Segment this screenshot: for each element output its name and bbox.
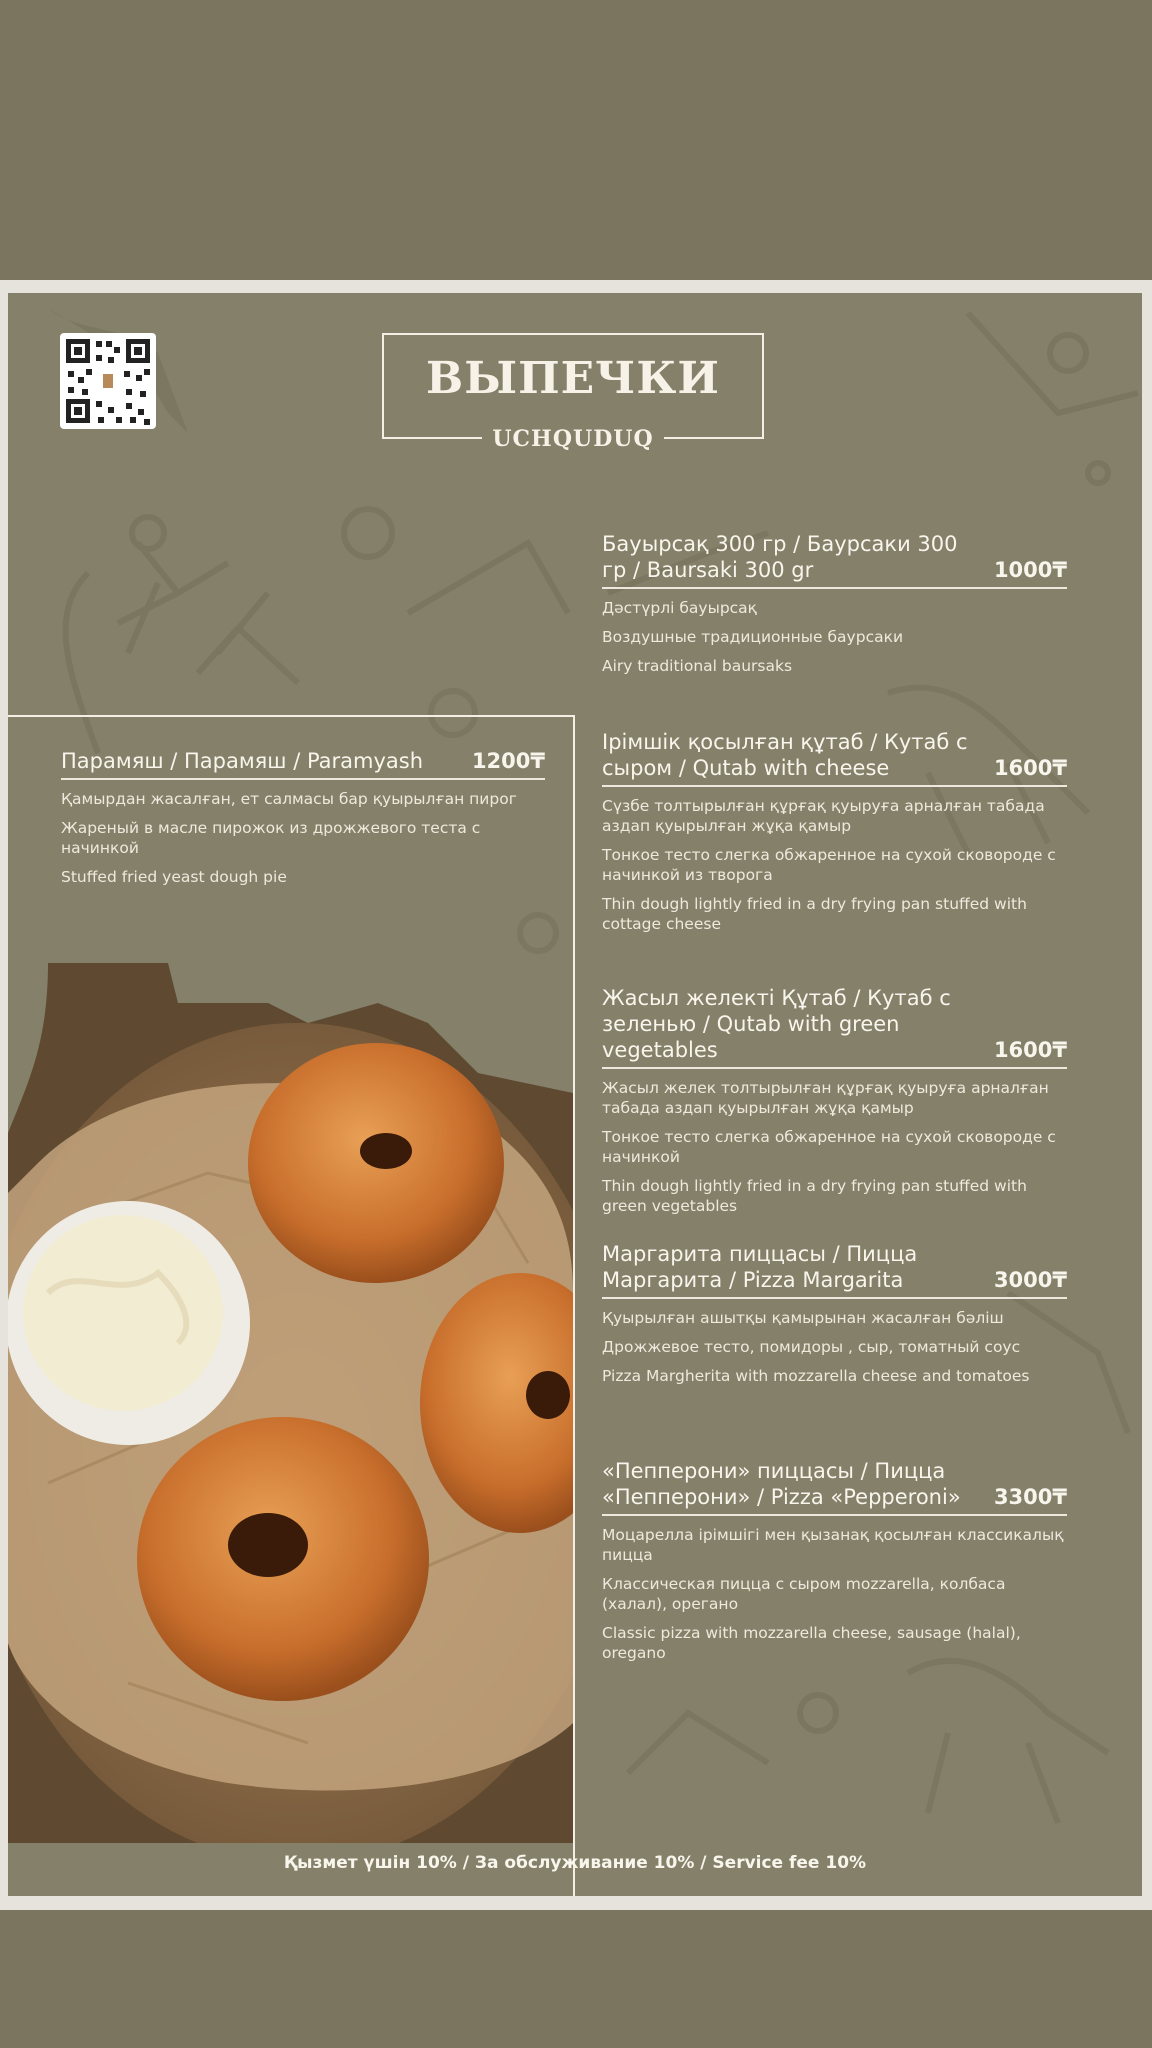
menu-item-desc-kz: Қуырылған ашытқы қамырынан жасалған бәліш xyxy=(602,1309,1004,1327)
menu-item-desc-kz: Жасыл желек толтырылған құрғақ қуыруға арналған табада аздап қуырылған жұқа қамыр xyxy=(602,1079,1049,1117)
menu-item-desc-ru: Классическая пицца с сыром mozzarella, колбаса (халал), орегано xyxy=(602,1575,1006,1613)
menu-item-header xyxy=(602,531,1067,589)
food-photo xyxy=(8,963,573,1843)
menu-item-header xyxy=(602,1241,1067,1299)
qr-code-icon[interactable] xyxy=(60,333,156,429)
menu-item-name: Маргарита пиццасы / Пицца Маргарита / Pizza Margarita xyxy=(602,1242,918,1292)
menu-sheet xyxy=(8,293,1142,1896)
brand-name: UCHQUDUQ xyxy=(482,426,663,452)
menu-item-desc-ru: Дрожжевое тесто, помидоры , сыр, томатный соус xyxy=(602,1338,1021,1356)
service-fee-note: Қызмет үшін 10% / За обслуживание 10% / Service fee 10% xyxy=(283,1853,867,1873)
menu-item-desc-ru: Тонкое тесто слегка обжаренное на сухой сковороде с начинкой xyxy=(602,1128,1056,1166)
menu-item-header xyxy=(602,1458,1067,1516)
menu-item-desc-en: Airy traditional baursaks xyxy=(602,657,793,675)
menu-item xyxy=(602,729,1067,934)
subtitle-wrap xyxy=(372,427,774,451)
menu-item-desc-kz: Сүзбе толтырылған құрғақ қуыруға арналған табада аздап қуырылған жұқа қамыр xyxy=(602,797,1045,835)
menu-item-desc-ru: Воздушные традиционные баурсаки xyxy=(602,628,904,646)
menu-item-desc-kz: Моцарелла ірімшігі мен қызанақ қосылған классикалық пицца xyxy=(602,1526,1064,1564)
menu-item-name: Парамяш / Парамяш / Paramyash xyxy=(61,749,424,773)
menu-item-desc-ru: Жареный в масле пирожок из дрожжевого теста с начинкой xyxy=(61,819,481,857)
menu-item xyxy=(61,748,545,887)
menu-item xyxy=(602,985,1067,1216)
menu-item-price: 1600₸ xyxy=(993,756,1067,780)
menu-item-desc-kz: Қамырдан жасалған, ет салмасы бар қуырылған пирог xyxy=(61,790,517,808)
menu-item-header xyxy=(602,729,1067,787)
page-title: ВЫПЕЧКИ xyxy=(426,353,720,404)
menu-item xyxy=(602,1241,1067,1386)
menu-item-price: 1200₸ xyxy=(471,749,545,773)
menu-item-desc-en: Classic pizza with mozzarella cheese, sausage (halal), oregano xyxy=(602,1624,1021,1662)
qr-code-pattern xyxy=(60,333,156,429)
menu-item-desc-en: Pizza Margherita with mozzarella cheese and tomatoes xyxy=(602,1367,1030,1385)
menu-item-price: 1000₸ xyxy=(993,558,1067,582)
menu-item xyxy=(602,531,1067,676)
menu-item-name: Бауырсақ 300 гр / Баурсаки 300 гр / Baursaki 300 gr xyxy=(602,532,958,582)
menu-item-price: 3300₸ xyxy=(993,1485,1067,1509)
menu-item-header xyxy=(602,985,1067,1069)
menu-item-price: 1600₸ xyxy=(993,1038,1067,1062)
menu-item-name: Ірімшік қосылған құтаб / Кутаб с сыром / Qutab with cheese xyxy=(602,730,968,780)
menu-item-desc-kz: Дәстүрлі бауырсақ xyxy=(602,599,758,617)
menu-item-desc-en: Thin dough lightly fried in a dry frying pan stuffed with cottage cheese xyxy=(602,895,1027,933)
menu-item xyxy=(602,1458,1067,1663)
menu-item-desc-en: Stuffed fried yeast dough pie xyxy=(61,868,287,886)
menu-item-name: Жасыл желекті Құтаб / Кутаб с зеленью / Qutab with green vegetables xyxy=(602,986,951,1062)
menu-item-header xyxy=(61,748,545,780)
menu-item-desc-en: Thin dough lightly fried in a dry frying pan stuffed with green vegetables xyxy=(602,1177,1027,1215)
menu-item-desc-ru: Тонкое тесто слегка обжаренное на сухой сковороде с начинкой из творога xyxy=(602,846,1056,884)
menu-item-price: 3000₸ xyxy=(993,1268,1067,1292)
menu-item-name: «Пепперони» пиццасы / Пицца «Пепперони» / Pizza «Pepperoni» xyxy=(602,1459,961,1509)
